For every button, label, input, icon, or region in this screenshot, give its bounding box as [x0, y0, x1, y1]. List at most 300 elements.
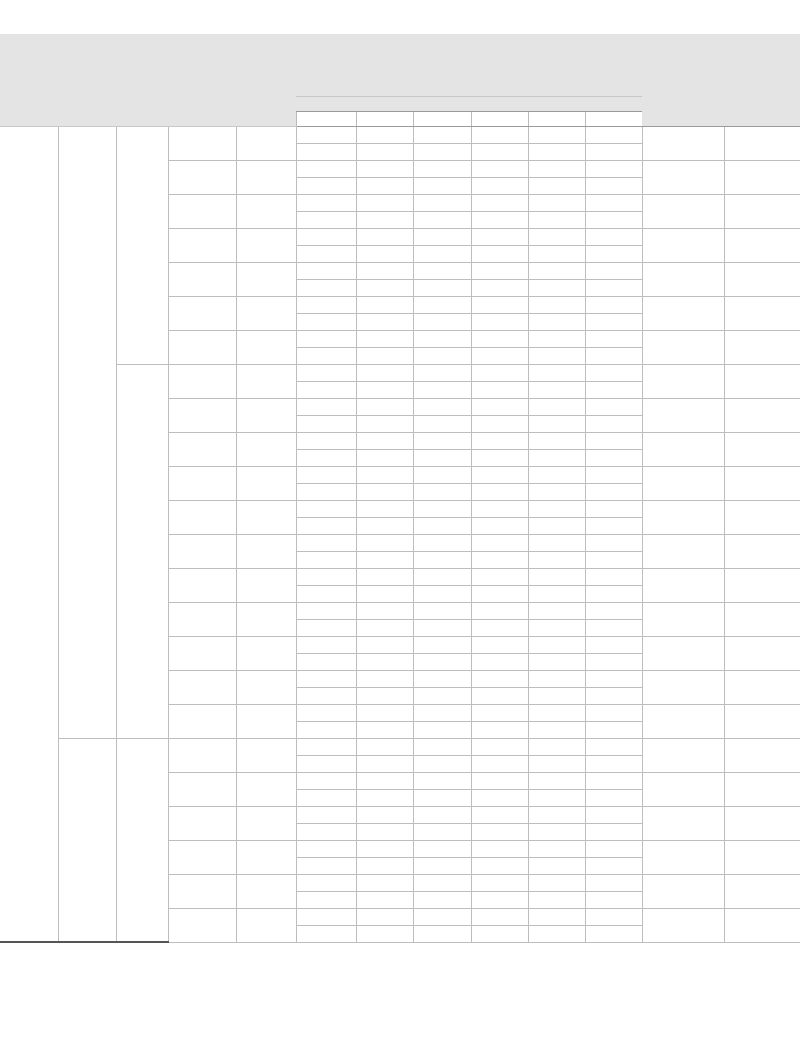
index-cell: [58, 738, 116, 942]
inertia-torque-cell: [528, 279, 585, 296]
dynamic-torque-cell: [585, 738, 642, 755]
code-cell: [168, 398, 236, 432]
inertia-torque-cell: [528, 177, 585, 194]
inertia-cell: [724, 840, 800, 874]
code-cell: [168, 500, 236, 534]
dynamic-torque-cell: [413, 534, 471, 551]
dynamic-torque-cell: [296, 908, 356, 925]
inertia-torque-cell: [356, 619, 413, 636]
inertia-torque-cell: [413, 415, 471, 432]
inertia-torque-cell: [585, 755, 642, 772]
speed-50: [296, 111, 356, 126]
inertia-torque-cell: [413, 619, 471, 636]
inertia-torque-cell: [471, 687, 528, 704]
dynamic-torque-cell: [471, 534, 528, 551]
inertia-cell: [724, 330, 800, 364]
dynamic-torque-cell: [413, 772, 471, 789]
inertia-torque-cell: [528, 857, 585, 874]
inertia-torque-cell: [471, 415, 528, 432]
dynamic-torque-cell: [296, 772, 356, 789]
inertia-torque-cell: [413, 823, 471, 840]
dynamic-torque-cell: [356, 568, 413, 585]
inertia-torque-cell: [528, 517, 585, 534]
inertia-torque-cell: [528, 721, 585, 738]
static-torque-cell: [236, 636, 296, 670]
inertia-cell: [724, 126, 800, 160]
dynamic-torque-cell: [528, 568, 585, 585]
dynamic-torque-cell: [296, 262, 356, 279]
dynamic-torque-cell: [528, 602, 585, 619]
friction-torque-cell: [642, 874, 724, 908]
inertia-torque-cell: [413, 653, 471, 670]
inertia-cell: [724, 772, 800, 806]
dynamic-torque-cell: [296, 160, 356, 177]
inertia-torque-cell: [585, 211, 642, 228]
code-cell: [168, 874, 236, 908]
dynamic-torque-cell: [296, 568, 356, 585]
dynamic-torque-cell: [356, 670, 413, 687]
static-torque-cell: [236, 330, 296, 364]
code-cell: [168, 840, 236, 874]
dynamic-torque-cell: [413, 262, 471, 279]
dynamic-torque-cell: [296, 432, 356, 449]
static-torque-cell: [236, 908, 296, 942]
inertia-cell: [724, 874, 800, 908]
inertia-torque-cell: [528, 925, 585, 942]
dynamic-torque-cell: [413, 160, 471, 177]
inertia-torque-cell: [296, 789, 356, 806]
inertia-cell: [724, 500, 800, 534]
dynamic-torque-cell: [471, 670, 528, 687]
inertia-torque-cell: [528, 211, 585, 228]
dynamic-torque-cell: [356, 126, 413, 143]
code-cell: [168, 670, 236, 704]
dynamic-torque-cell: [413, 568, 471, 585]
index-cell: [58, 126, 116, 738]
code-cell: [168, 296, 236, 330]
inertia-torque-cell: [356, 721, 413, 738]
inertia-torque-cell: [585, 313, 642, 330]
friction-torque-cell: [642, 840, 724, 874]
inertia-torque-cell: [413, 755, 471, 772]
speed-100: [413, 111, 471, 126]
static-torque-cell: [236, 772, 296, 806]
inertia-cell: [724, 364, 800, 398]
code-cell: [168, 636, 236, 670]
spec-table-body: [0, 126, 800, 942]
col-stops-header: [0, 34, 58, 126]
inertia-torque-cell: [356, 245, 413, 262]
dynamic-torque-cell: [356, 772, 413, 789]
inertia-torque-cell: [471, 177, 528, 194]
dynamic-torque-cell: [296, 228, 356, 245]
dynamic-torque-cell: [585, 466, 642, 483]
inertia-torque-cell: [585, 891, 642, 908]
inertia-torque-cell: [356, 313, 413, 330]
inertia-torque-cell: [296, 415, 356, 432]
friction-torque-cell: [642, 262, 724, 296]
inertia-torque-cell: [296, 585, 356, 602]
inertia-torque-cell: [356, 415, 413, 432]
torque-group-header: [296, 34, 642, 96]
dynamic-torque-cell: [356, 738, 413, 755]
dynamic-torque-cell: [528, 704, 585, 721]
dynamic-torque-cell: [585, 568, 642, 585]
dynamic-torque-cell: [296, 636, 356, 653]
static-torque-cell: [236, 262, 296, 296]
inertia-torque-cell: [585, 245, 642, 262]
inertia-torque-cell: [296, 483, 356, 500]
dynamic-torque-cell: [356, 262, 413, 279]
static-torque-cell: [236, 398, 296, 432]
inertia-torque-cell: [296, 211, 356, 228]
dynamic-torque-cell: [356, 228, 413, 245]
inertia-torque-cell: [471, 823, 528, 840]
inertia-torque-cell: [528, 483, 585, 500]
inertia-torque-cell: [356, 925, 413, 942]
dynamic-torque-cell: [296, 840, 356, 857]
inertia-torque-cell: [413, 789, 471, 806]
dynamic-torque-cell: [413, 126, 471, 143]
inertia-cell: [724, 228, 800, 262]
static-torque-cell: [236, 806, 296, 840]
inertia-cell: [724, 398, 800, 432]
inertia-torque-cell: [471, 551, 528, 568]
inertia-torque-cell: [585, 449, 642, 466]
inertia-torque-cell: [356, 517, 413, 534]
dynamic-torque-cell: [585, 432, 642, 449]
friction-torque-cell: [642, 432, 724, 466]
inertia-torque-cell: [356, 143, 413, 160]
dynamic-torque-cell: [471, 874, 528, 891]
inertia-torque-cell: [413, 279, 471, 296]
col-friction-header: [642, 34, 724, 111]
dynamic-torque-cell: [528, 194, 585, 211]
col-curve-header: [116, 34, 168, 126]
inertia-torque-cell: [585, 483, 642, 500]
inertia-torque-cell: [356, 687, 413, 704]
inertia-torque-cell: [356, 483, 413, 500]
dynamic-torque-cell: [585, 636, 642, 653]
inertia-torque-cell: [585, 279, 642, 296]
dynamic-torque-cell: [356, 704, 413, 721]
inertia-torque-cell: [471, 381, 528, 398]
dynamic-torque-cell: [413, 738, 471, 755]
dynamic-torque-cell: [528, 670, 585, 687]
dynamic-torque-cell: [585, 194, 642, 211]
dynamic-torque-cell: [356, 636, 413, 653]
inertia-torque-cell: [528, 381, 585, 398]
inertia-torque-cell: [356, 755, 413, 772]
dynamic-torque-cell: [528, 466, 585, 483]
inertia-torque-cell: [413, 313, 471, 330]
dynamic-torque-cell: [356, 194, 413, 211]
inertia-torque-cell: [413, 551, 471, 568]
friction-torque-cell: [642, 160, 724, 194]
dynamic-torque-cell: [528, 738, 585, 755]
inertia-torque-cell: [585, 653, 642, 670]
inertia-torque-cell: [413, 483, 471, 500]
dynamic-torque-cell: [471, 262, 528, 279]
inertia-torque-cell: [471, 721, 528, 738]
inertia-torque-cell: [528, 687, 585, 704]
code-cell: [168, 262, 236, 296]
inertia-torque-cell: [296, 279, 356, 296]
code-cell: [168, 534, 236, 568]
inertia-torque-cell: [471, 517, 528, 534]
dynamic-torque-cell: [528, 772, 585, 789]
dynamic-torque-cell: [528, 636, 585, 653]
dynamic-torque-cell: [296, 500, 356, 517]
static-torque-cell: [236, 228, 296, 262]
dynamic-torque-cell: [356, 602, 413, 619]
inertia-torque-cell: [471, 619, 528, 636]
inertia-torque-cell: [413, 211, 471, 228]
friction-torque-cell: [642, 398, 724, 432]
inertia-torque-cell: [471, 211, 528, 228]
col-index-header: [58, 34, 116, 126]
friction-torque-cell: [642, 228, 724, 262]
inertia-torque-cell: [471, 143, 528, 160]
inertia-torque-cell: [356, 585, 413, 602]
inertia-torque-cell: [413, 585, 471, 602]
dynamic-torque-cell: [471, 432, 528, 449]
dynamic-torque-cell: [296, 466, 356, 483]
inertia-torque-cell: [356, 449, 413, 466]
dynamic-torque-cell: [471, 772, 528, 789]
dynamic-torque-cell: [413, 330, 471, 347]
inertia-cell: [724, 670, 800, 704]
inertia-cell: [724, 806, 800, 840]
stops-cell: [0, 126, 58, 942]
inertia-torque-cell: [471, 245, 528, 262]
inertia-torque-cell: [528, 143, 585, 160]
inertia-torque-cell: [296, 381, 356, 398]
inertia-torque-cell: [356, 551, 413, 568]
inertia-torque-cell: [585, 687, 642, 704]
friction-torque-cell: [642, 602, 724, 636]
static-torque-cell: [236, 432, 296, 466]
dynamic-torque-cell: [356, 398, 413, 415]
code-cell: [168, 228, 236, 262]
dynamic-torque-cell: [528, 500, 585, 517]
dynamic-torque-cell: [528, 432, 585, 449]
dynamic-torque-cell: [413, 296, 471, 313]
inertia-torque-cell: [356, 347, 413, 364]
dynamic-torque-cell: [471, 636, 528, 653]
dynamic-torque-cell: [356, 432, 413, 449]
inertia-torque-cell: [413, 143, 471, 160]
speed-300: [585, 111, 642, 126]
dynamic-torque-cell: [356, 534, 413, 551]
dynamic-torque-cell: [413, 874, 471, 891]
inertia-torque-cell: [528, 415, 585, 432]
dynamic-torque-cell: [296, 398, 356, 415]
dynamic-torque-cell: [471, 228, 528, 245]
inertia-torque-cell: [585, 619, 642, 636]
inertia-torque-cell: [413, 347, 471, 364]
dynamic-torque-cell: [296, 194, 356, 211]
static-torque-cell: [236, 568, 296, 602]
dynamic-torque-cell: [585, 534, 642, 551]
friction-torque-cell: [642, 908, 724, 942]
inertia-torque-cell: [296, 347, 356, 364]
dynamic-torque-cell: [356, 330, 413, 347]
speed-200: [528, 111, 585, 126]
dynamic-torque-cell: [413, 500, 471, 517]
inertia-torque-cell: [296, 823, 356, 840]
inertia-cell: [724, 432, 800, 466]
inertia-torque-cell: [528, 551, 585, 568]
dynamic-torque-cell: [413, 194, 471, 211]
inertia-torque-cell: [585, 721, 642, 738]
code-cell: [168, 908, 236, 942]
dynamic-torque-cell: [471, 840, 528, 857]
inertia-torque-cell: [528, 755, 585, 772]
dynamic-torque-cell: [585, 398, 642, 415]
inertia-torque-cell: [296, 891, 356, 908]
dynamic-torque-cell: [528, 160, 585, 177]
dynamic-torque-cell: [585, 296, 642, 313]
dynamic-torque-cell: [528, 806, 585, 823]
static-torque-cell: [236, 466, 296, 500]
dynamic-torque-cell: [356, 500, 413, 517]
dynamic-torque-cell: [296, 330, 356, 347]
inertia-cell: [724, 160, 800, 194]
dynamic-torque-cell: [413, 364, 471, 381]
code-cell: [168, 704, 236, 738]
dynamic-torque-cell: [585, 364, 642, 381]
dynamic-torque-cell: [471, 738, 528, 755]
inertia-cell: [724, 738, 800, 772]
inertia-torque-cell: [471, 925, 528, 942]
dynamic-torque-cell: [585, 704, 642, 721]
friction-torque-cell: [642, 704, 724, 738]
col-inertia-header: [724, 34, 800, 111]
inertia-torque-cell: [471, 347, 528, 364]
static-torque-cell: [236, 670, 296, 704]
dynamic-torque-cell: [471, 704, 528, 721]
inertia-torque-cell: [356, 789, 413, 806]
inertia-torque-cell: [528, 313, 585, 330]
static-torque-cell: [236, 194, 296, 228]
inertia-torque-cell: [356, 177, 413, 194]
dynamic-torque-cell: [585, 908, 642, 925]
col-static-header: [236, 34, 296, 126]
inertia-torque-cell: [528, 891, 585, 908]
dynamic-torque-cell: [528, 330, 585, 347]
code-cell: [168, 602, 236, 636]
friction-torque-cell: [642, 534, 724, 568]
inertia-torque-cell: [413, 449, 471, 466]
inertia-cell: [724, 262, 800, 296]
dynamic-torque-cell: [356, 806, 413, 823]
inertia-cell: [724, 636, 800, 670]
static-torque-cell: [236, 738, 296, 772]
dynamic-torque-cell: [413, 806, 471, 823]
inertia-torque-cell: [528, 449, 585, 466]
inertia-torque-cell: [296, 245, 356, 262]
inertia-torque-cell: [528, 245, 585, 262]
dynamic-torque-cell: [471, 296, 528, 313]
inertia-torque-cell: [413, 891, 471, 908]
dynamic-torque-cell: [471, 194, 528, 211]
inertia-torque-cell: [585, 823, 642, 840]
inertia-torque-cell: [413, 177, 471, 194]
dynamic-torque-cell: [413, 602, 471, 619]
inertia-torque-cell: [296, 143, 356, 160]
static-torque-cell: [236, 126, 296, 160]
code-cell: [168, 364, 236, 398]
friction-torque-cell: [642, 500, 724, 534]
friction-torque-cell: [642, 330, 724, 364]
inertia-torque-cell: [296, 755, 356, 772]
code-cell: [168, 772, 236, 806]
static-torque-cell: [236, 840, 296, 874]
friction-torque-cell: [642, 364, 724, 398]
inertia-torque-cell: [471, 653, 528, 670]
dynamic-torque-cell: [413, 840, 471, 857]
inertia-torque-cell: [585, 381, 642, 398]
dynamic-torque-cell: [585, 228, 642, 245]
static-torque-cell: [236, 602, 296, 636]
inertia-cell: [724, 194, 800, 228]
inertia-torque-cell: [471, 449, 528, 466]
dynamic-torque-cell: [296, 704, 356, 721]
inertia-torque-cell: [413, 381, 471, 398]
dynamic-torque-cell: [585, 806, 642, 823]
dynamic-torque-cell: [528, 840, 585, 857]
table-row-up: [0, 738, 800, 755]
dynamic-torque-cell: [356, 466, 413, 483]
inertia-torque-cell: [356, 823, 413, 840]
dynamic-torque-cell: [356, 160, 413, 177]
friction-torque-cell: [642, 466, 724, 500]
inertia-torque-cell: [585, 925, 642, 942]
dynamic-torque-cell: [585, 262, 642, 279]
dynamic-torque-cell: [296, 534, 356, 551]
dynamic-torque-cell: [471, 126, 528, 143]
speed-150: [471, 111, 528, 126]
friction-unit: [642, 111, 724, 126]
dynamic-torque-cell: [356, 364, 413, 381]
code-cell: [168, 568, 236, 602]
inertia-cell: [724, 466, 800, 500]
inertia-torque-cell: [356, 891, 413, 908]
inertia-torque-cell: [413, 687, 471, 704]
inertia-torque-cell: [296, 551, 356, 568]
friction-torque-cell: [642, 636, 724, 670]
inertia-torque-cell: [296, 313, 356, 330]
static-torque-cell: [236, 296, 296, 330]
dynamic-torque-cell: [471, 398, 528, 415]
dynamic-torque-cell: [296, 602, 356, 619]
static-torque-cell: [236, 534, 296, 568]
dynamic-torque-cell: [528, 364, 585, 381]
code-cell: [168, 466, 236, 500]
code-cell: [168, 432, 236, 466]
dynamic-torque-cell: [528, 228, 585, 245]
static-torque-cell: [236, 364, 296, 398]
dynamic-torque-cell: [296, 670, 356, 687]
dynamic-torque-cell: [585, 160, 642, 177]
inertia-cell: [724, 602, 800, 636]
friction-torque-cell: [642, 670, 724, 704]
dynamic-torque-cell: [356, 908, 413, 925]
static-torque-cell: [236, 704, 296, 738]
inertia-torque-cell: [528, 823, 585, 840]
inertia-torque-cell: [585, 415, 642, 432]
